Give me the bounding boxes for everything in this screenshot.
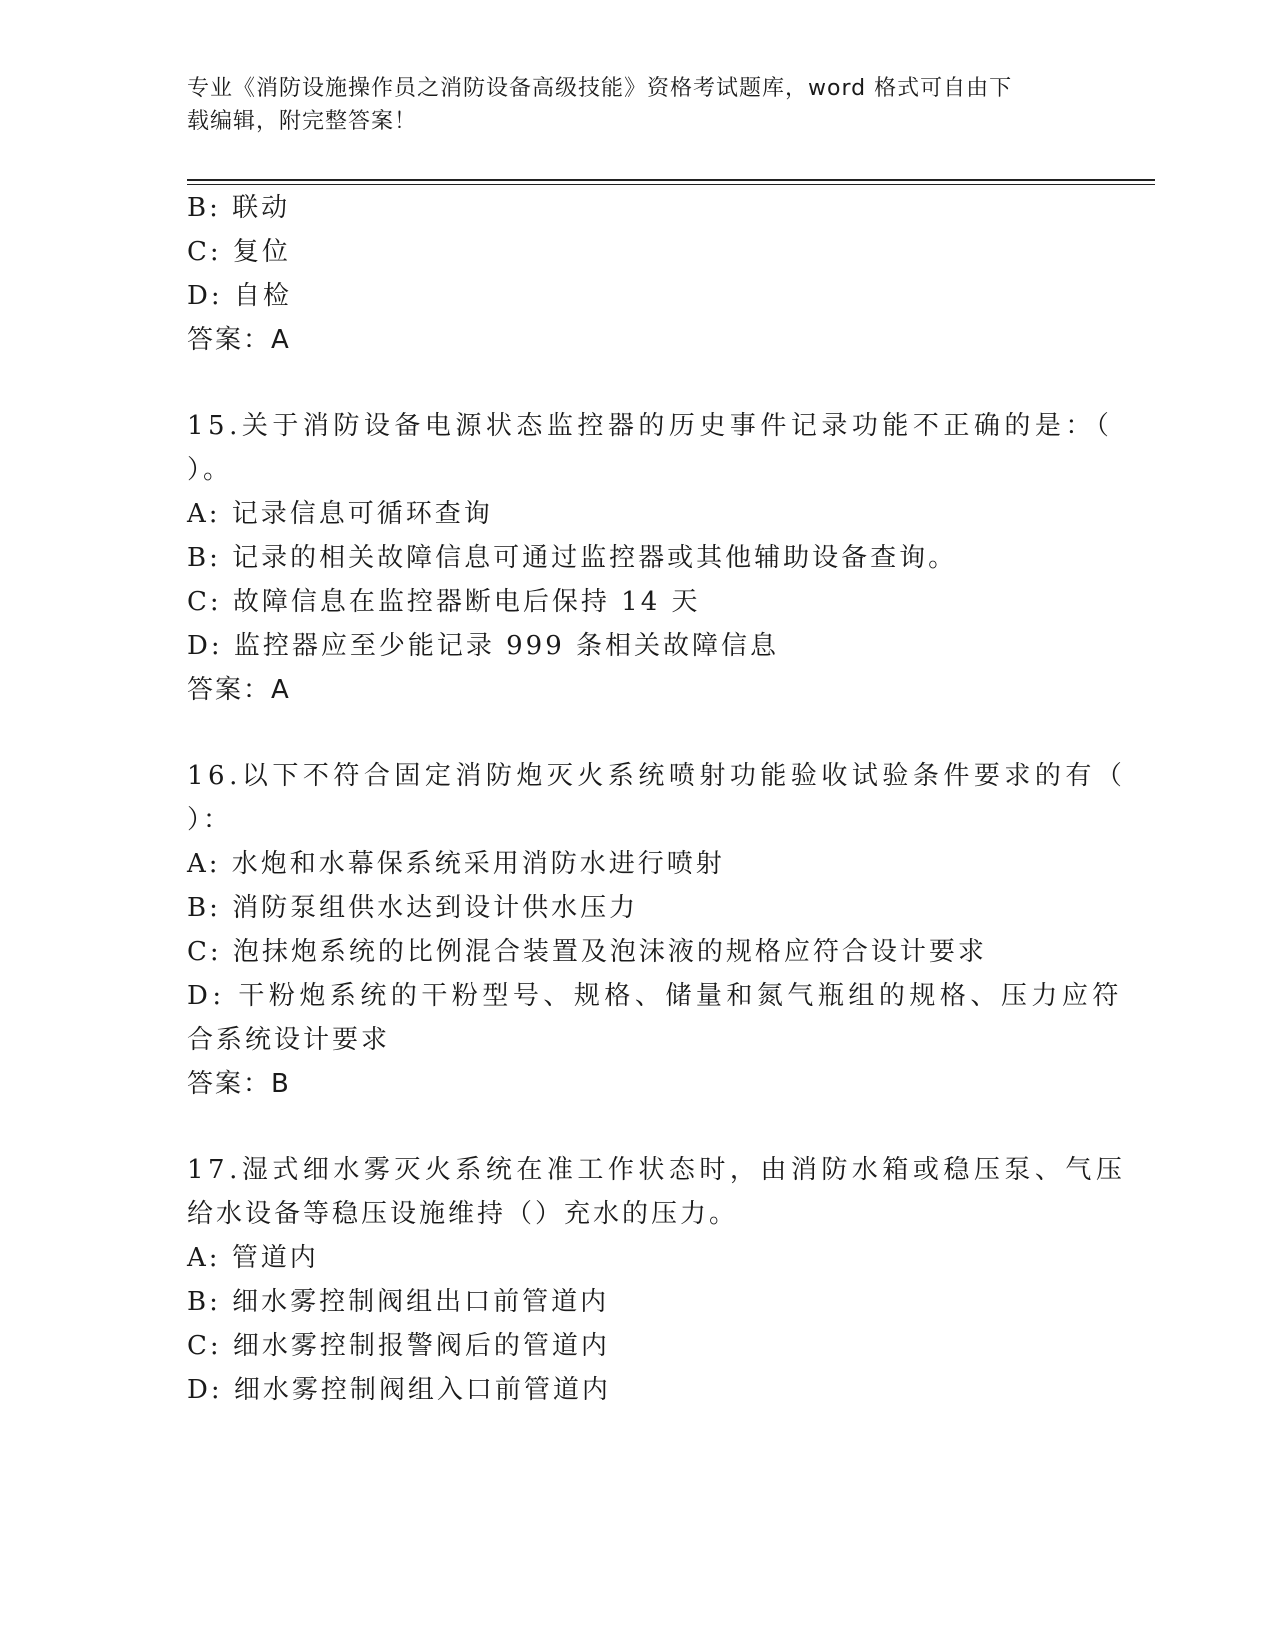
q16-option-d-line-2: 合系统设计要求	[187, 1025, 391, 1055]
q16-option-b: B: 消防泵组供水达到设计供水压力	[187, 893, 639, 923]
header-divider-thick	[187, 179, 1155, 181]
q17-stem-line-2: 给水设备等稳压设施维持（）充水的压力。	[187, 1199, 739, 1229]
q14-option-c: C: 复位	[187, 237, 291, 267]
q14-option-d: D: 自检	[187, 281, 292, 311]
header-line-2: 载编辑，附完整答案！	[187, 109, 418, 134]
q15-answer: 答案：A	[187, 675, 291, 705]
document-header	[187, 72, 1067, 138]
q17-stem-line-1: 17.湿式细水雾灭火系统在准工作状态时，由消防水箱或稳压泵、气压	[187, 1155, 1127, 1185]
q14-option-b: B: 联动	[187, 193, 291, 223]
q16-answer: 答案：B	[187, 1069, 291, 1099]
q15-option-d: D: 监控器应至少能记录 999 条相关故障信息	[187, 631, 780, 661]
q17-option-d: D: 细水雾控制阀组入口前管道内	[187, 1375, 611, 1405]
header-divider-thin	[187, 184, 1155, 185]
q14-answer: 答案：A	[187, 325, 291, 355]
q15-option-a: A: 记录信息可循环查询	[187, 499, 493, 529]
q15-option-c: C: 故障信息在监控器断电后保持 14 天	[187, 587, 701, 617]
q15-stem-line-2: ）。	[187, 455, 233, 485]
q16-stem-line-2: ）：	[187, 805, 233, 835]
q16-stem-line-1: 16.以下不符合固定消防炮灭火系统喷射功能验收试验条件要求的有（	[187, 761, 1127, 791]
q17-option-a: A: 管道内	[187, 1243, 319, 1273]
header-line-1: 专业《消防设施操作员之消防设备高级技能》资格考试题库，word 格式可自由下	[187, 76, 1013, 101]
q17-option-b: B: 细水雾控制阀组出口前管道内	[187, 1287, 610, 1317]
q16-option-c: C: 泡抹炮系统的比例混合装置及泡沫液的规格应符合设计要求	[187, 937, 987, 967]
q17-option-c: C: 细水雾控制报警阀后的管道内	[187, 1331, 610, 1361]
q15-stem-line-1: 15.关于消防设备电源状态监控器的历史事件记录功能不正确的是：（	[187, 411, 1114, 441]
q15-option-b: B: 记录的相关故障信息可通过监控器或其他辅助设备查询。	[187, 543, 958, 573]
q16-option-a: A: 水炮和水幕保系统采用消防水进行喷射	[187, 849, 725, 879]
q16-option-d-line-1: D: 干粉炮系统的干粉型号、规格、储量和氮气瓶组的规格、压力应符	[187, 981, 1123, 1011]
